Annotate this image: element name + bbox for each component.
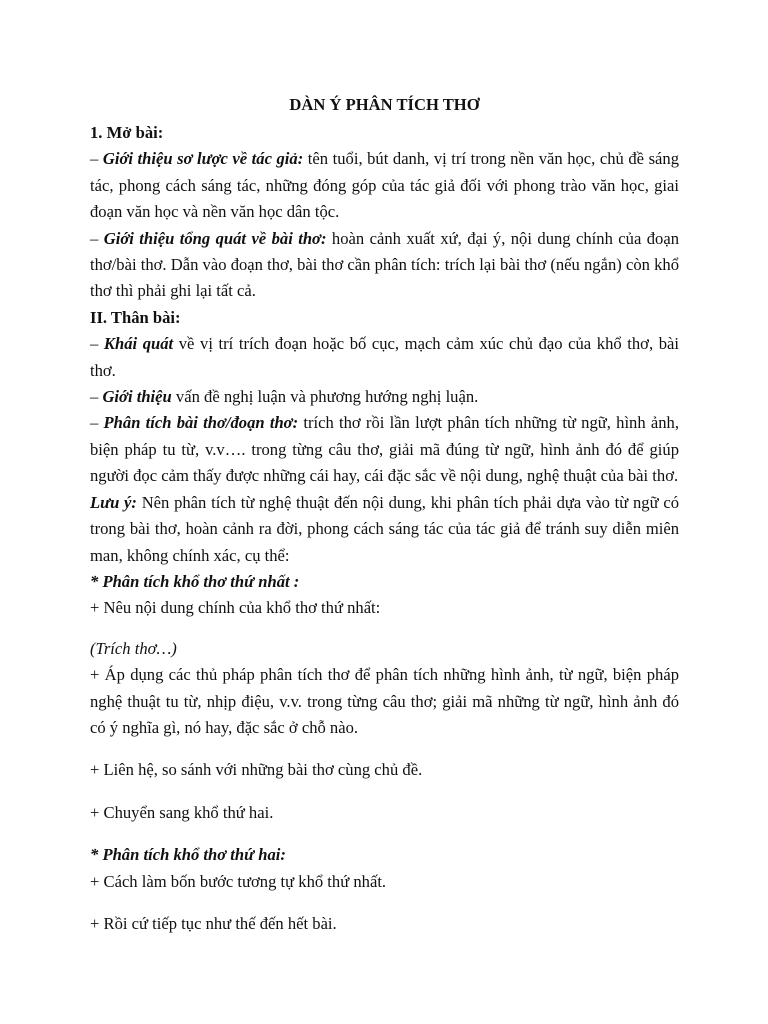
stanza2-heading: * Phân tích khổ thơ thứ hai: — [90, 845, 286, 865]
paragraph-introduction — [90, 384, 679, 410]
stanza1-compare: + Liên hệ, so sánh với những bài thơ cùng chủ đề. — [90, 760, 423, 780]
stanza1-main-content: + Nêu nội dung chính của khổ thơ thứ nhất: — [90, 598, 381, 618]
paragraph-label: Giới thiệu tổng quát về bài thơ: — [103, 228, 327, 248]
stanza1-techniques: + Áp dụng các thủ pháp phân tích thơ để phân tích những hình ảnh, từ ngữ, biện pháp nghệ thuật tu từ, nhịp điệu, v.v. trong từng câu thơ; giải mã những từ ngữ, hình ảnh đó có ý nghĩa gì, nó hay, đặc sắc ở chỗ nào. — [90, 665, 679, 737]
paragraph-overview — [90, 331, 679, 384]
note-text: Nên phân tích từ nghệ thuật đến nội dung, khi phân tích phải dựa vào từ ngữ có trong bài thơ, hoàn cảnh ra đời, phong cách sáng tác của tác giả để tránh suy diễn miên man, không chính xác, cụ thể: — [90, 492, 679, 565]
paragraph-text: trích thơ rồi lần lượt phân tích những từ ngữ, hình ảnh, biện pháp tu từ, v.v…. trong từng câu thơ, giải mã đúng từ ngữ, hình ảnh đó để giúp người đọc cảm thấy được những cái hay, cái đặc sắc về nội dung, nghệ thuật của bài thơ. — [90, 413, 679, 486]
spacer — [90, 784, 679, 800]
stanza1-heading: * Phân tích khổ thơ thứ nhất : — [90, 571, 300, 591]
paragraph-text: hoàn cảnh xuất xứ, đại ý, nội dung chính của đoạn thơ/bài thơ. Dẫn vào đoạn thơ, bài thơ cần phân tích: trích lại bài thơ (nếu ngắn) còn khổ thơ thì phải ghi lại tất cả. — [90, 228, 679, 301]
dash-prefix: – — [90, 149, 103, 169]
stanza2-steps: + Cách làm bốn bước tương tự khổ thứ nhất. — [90, 871, 387, 891]
paragraph-text: về vị trí trích đoạn hoặc bố cục, mạch cảm xúc chủ đạo của khổ thơ, bài thơ. — [90, 334, 679, 380]
document-title: DÀN Ý PHÂN TÍCH THƠ — [289, 95, 480, 114]
document-page — [90, 94, 679, 937]
paragraph-label: Giới thiệu — [102, 387, 172, 407]
spacer — [90, 622, 679, 636]
paragraph-poem-intro — [90, 226, 679, 305]
dash-prefix: – — [90, 228, 104, 248]
stanza1-transition: + Chuyển sang khổ thứ hai. — [90, 802, 274, 822]
section-heading-intro: 1. Mở bài: — [90, 123, 164, 142]
stanza1-quote: (Trích thơ…) — [90, 638, 177, 658]
section-heading-body: II. Thân bài: — [90, 307, 181, 327]
paragraph-text: tên tuổi, bút danh, vị trí trong nền văn học, chủ đề sáng tác, phong cách sáng tác, những đóng góp của tác giả đối với phong trào văn học, giai đoạn văn học và nền văn học dân tộc. — [90, 149, 680, 222]
spacer — [90, 895, 679, 911]
spacer — [90, 826, 679, 842]
paragraph-analysis — [90, 410, 679, 489]
paragraph-label: Khái quát — [103, 334, 174, 354]
paragraph-label: Giới thiệu sơ lược về tác giả: — [102, 149, 304, 169]
dash-prefix: – — [90, 413, 104, 433]
paragraph-label: Phân tích bài thơ/đoạn thơ: — [103, 413, 299, 433]
dash-prefix: – — [90, 387, 103, 407]
paragraph-note — [90, 490, 679, 569]
dash-prefix: – — [90, 334, 104, 354]
paragraph-author-intro — [90, 146, 679, 225]
paragraph-text: vấn đề nghị luận và phương hướng nghị luận. — [171, 387, 479, 407]
stanza2-continue: + Rồi cứ tiếp tục như thế đến hết bài. — [90, 913, 337, 933]
note-label: Lưu ý: — [90, 492, 137, 512]
spacer — [90, 741, 679, 757]
